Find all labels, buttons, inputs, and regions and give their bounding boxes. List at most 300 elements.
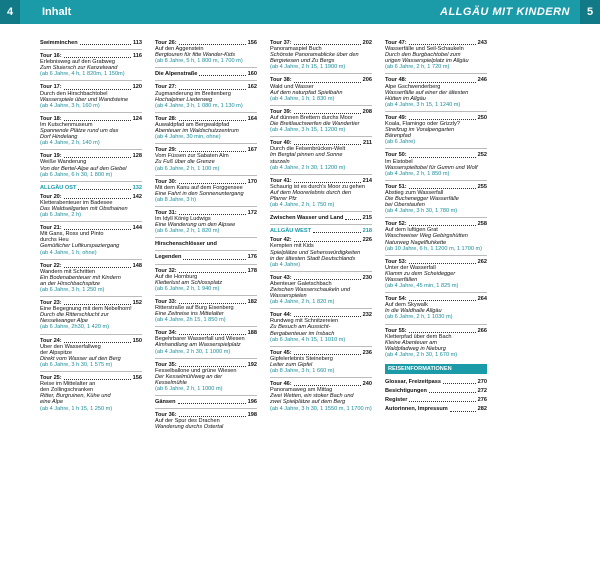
toc-entry-description: Hochalpiner Liederweg: [155, 96, 213, 103]
toc-entry-description: Schönste Panoramablicke über den: [270, 52, 359, 59]
divider: [155, 112, 257, 113]
toc-entry-meta: (ab 4 Jahre, 2 h 30, 1 1000 m): [155, 348, 231, 355]
toc-entry-description: Hütten im Allgäu: [385, 95, 426, 102]
toc-entry-description: sturzeln: [270, 158, 290, 165]
leader-dots: [64, 120, 131, 121]
toc-entry-description: Bergtouren für fitte Wander-Kids: [155, 52, 236, 59]
toc-entry-subtitle: Weiße Wanderung: [40, 159, 87, 166]
leader-dots: [409, 157, 476, 158]
divider: [40, 221, 142, 222]
toc-entry-title: Gänsen: [155, 399, 176, 406]
toc-entry-subtitle: Gipfelerlebnis Steineberg: [270, 355, 333, 362]
toc-entry: [270, 381, 372, 411]
toc-entry: [155, 40, 257, 64]
toc-entry-meta: (ab 4 Jahre, 2 h, 1 750 m): [270, 202, 335, 209]
leader-dots: [179, 183, 246, 184]
toc-page-number: 182: [247, 298, 257, 305]
toc-entry-title: Tour 28:: [155, 115, 177, 122]
toc-entry-description: Im Bergtal pinnen und Sonne: [270, 152, 343, 159]
reise-item: [385, 406, 487, 412]
toc-entry-meta: (ab 6 Jahre, 2 h, 1 1000 m): [155, 386, 223, 393]
toc-entry-subtitle: Panoramaweg am Mittag: [270, 387, 333, 394]
toc-entry: [385, 184, 487, 214]
toc-entry-subtitle: Auf dünnen Brettern durchs Moor: [270, 114, 353, 121]
toc-entry-meta: (ab 4 Jahre, 30 min, ohne): [155, 134, 221, 141]
toc-entry-title: Tour 40:: [270, 140, 292, 147]
toc-entry-title: Tour 55:: [385, 327, 407, 334]
toc-page-number: 282: [477, 406, 487, 413]
toc-entry-meta: (ab 4 Jahre, 3 h 30, 1 780 m): [385, 208, 458, 215]
leader-dots: [409, 82, 476, 83]
toc-page-number: 236: [362, 349, 372, 356]
divider: [270, 211, 372, 212]
toc-entry: [155, 210, 257, 234]
toc-entry-meta: (ab 4 Jahre, 2 h, 1 850 m): [385, 170, 450, 177]
leader-dots: [179, 44, 246, 45]
divider: [40, 296, 142, 297]
toc-entry-title: Tour 42:: [270, 237, 292, 244]
toc-entry-description: Zu Besuch am Aussicht-: [270, 324, 331, 331]
toc-entry-description: Dorf Hindelang: [40, 134, 78, 141]
toc-entry-description: Kletterlust am Schlossplatz: [155, 279, 223, 286]
leader-dots: [429, 392, 476, 393]
reise-item: [385, 379, 487, 385]
toc-title-line: [270, 215, 372, 221]
toc-entry: [40, 375, 142, 412]
toc-entry-subtitle: Wasserfälle und Seil-Schaukeln: [385, 46, 464, 53]
leader-dots: [64, 198, 131, 199]
toc-entry-meta: (ab 6 Jahre, 2 h, 1 820 m): [155, 228, 220, 235]
toc-page-number: 255: [477, 183, 487, 190]
toc-entry: [40, 194, 142, 218]
toc-column-1: [40, 40, 142, 571]
toc-entry: [155, 299, 257, 323]
toc-entry-title: Tour 35:: [155, 361, 177, 368]
toc-entry-meta: (ab 4 Jahre, 45 min, 1 825 m): [385, 283, 459, 290]
leader-dots: [64, 157, 131, 158]
toc-entry-description: Leiter zum Gipfel: [270, 361, 313, 368]
leader-dots: [409, 300, 476, 301]
toc-page-number: 172: [247, 209, 257, 216]
leader-dots: [179, 272, 246, 273]
toc-page-number: 243: [477, 40, 487, 46]
divider: [270, 224, 372, 225]
toc-entry-description: in der ältesten Stadt Deutschlands: [270, 255, 356, 262]
page-title: Inhalt: [42, 6, 72, 18]
toc-entry-title: Tour 22:: [40, 262, 62, 269]
toc-page-number: 132: [132, 184, 142, 191]
toc-entry-subtitle: Alpe Gschwenderberg: [385, 83, 441, 90]
divider: [385, 73, 487, 74]
toc-entry-description: Wasserspielen: [270, 293, 307, 300]
toc-entry-meta: (ab 4 Jahre, 2 h 15, 1 1900 m): [270, 64, 346, 71]
toc-entry-meta: (ab 8 Jahre, 3 h, 1 660 m): [270, 368, 335, 375]
toc-entry: [155, 399, 257, 405]
toc-entry-description: Almhandlung am Wasserspielplatz: [155, 342, 241, 349]
toc-entry: [385, 40, 487, 70]
toc-page-number: 218: [362, 228, 372, 235]
toc-entry-description: Bärenpfad: [385, 133, 411, 140]
divider: [40, 149, 142, 150]
toc-page-number: 144: [132, 225, 142, 232]
toc-entry-title: Tour 52:: [385, 221, 407, 228]
divider: [270, 105, 372, 106]
toc-entry-title: Tour 41:: [270, 177, 292, 184]
toc-entry-description: an der Hirschbachspitze: [40, 280, 101, 287]
toc-entry-title: Tour 50:: [385, 152, 407, 159]
toc-page-number: 230: [362, 274, 372, 281]
toc-entry: [40, 153, 142, 177]
toc-entry: [270, 237, 372, 267]
toc-title-line: [385, 388, 487, 394]
toc-entry-subtitle: Erlebnisweg auf den Grabweg: [40, 59, 115, 66]
toc-page-number: 276: [477, 397, 487, 404]
toc-page-number: 160: [247, 71, 257, 78]
toc-page-number: 142: [132, 193, 142, 200]
divider: [155, 143, 257, 144]
toc-title-line: [385, 397, 487, 403]
toc-entry: [40, 53, 142, 77]
leader-dots: [294, 44, 361, 45]
toc-entry-description: Klamm zu dem Scheidegger: [385, 270, 456, 277]
divider: [270, 136, 372, 137]
leader-dots: [294, 113, 361, 114]
leader-dots: [179, 214, 246, 215]
divider: [40, 259, 142, 260]
toc-entry-title: Tour 34:: [155, 330, 177, 337]
toc-entry: [270, 77, 372, 101]
toc-page-number: 156: [132, 375, 142, 382]
toc-entry-subtitle: Kletterabenteuer im Badesee: [40, 199, 113, 206]
toc-entry-meta: (ab 4 Jahre, 3 h, 160 m): [40, 102, 100, 109]
divider: [155, 408, 257, 409]
toc-entry-meta: (ab 10 Jahre, 6 h, 1 1200 m, 1 1700 m): [385, 245, 483, 252]
divider: [155, 80, 257, 81]
toc-entry-description: Bergwiesen und Zu Bergs: [270, 58, 335, 65]
toc-entry-meta: (ab 4 Jahre, 3 h 15, 1 1240 m): [385, 101, 461, 108]
toc-entry-subtitle: Im Eistobel: [385, 158, 413, 165]
toc-entry-title: Tour 19:: [40, 153, 62, 160]
toc-entry-description: Durch die Ritterschlucht zur: [40, 312, 109, 319]
toc-page-number: 120: [132, 84, 142, 91]
toc-entry-subtitle: Abenteuer Galetschbach: [270, 280, 332, 287]
toc-title-line: [385, 406, 487, 412]
toc-entry-title: Tour 39:: [270, 108, 292, 115]
toc-section: [270, 228, 372, 234]
leader-dots: [443, 383, 476, 384]
toc-columns: [40, 40, 580, 571]
toc-entry-title: Zwischen Wasser und Land: [270, 215, 344, 222]
toc-entry-meta: (ab 6 Jahre, 2h30, 1 420 m): [40, 324, 110, 331]
toc-entry-subtitle: Wandern mit Schritten: [40, 268, 96, 275]
toc-entry: [40, 263, 142, 293]
toc-entry-title: Swimminchen: [40, 40, 78, 46]
toc-entry-description: Auf dem naturpfad Spielbahn: [270, 89, 343, 96]
toc-entry-meta: (ab 4 Jahre, 3 h, 1 080 m, 1 130 m): [155, 102, 243, 109]
toc-entry-description: Eine Zeitreise ins Mittelalter: [155, 311, 224, 318]
toc-entry-title: Legenden: [155, 254, 182, 261]
toc-entry-subtitle: Zugmanderung im Breitenberg: [155, 90, 231, 97]
toc-entry-meta: (ab 6 Jahre): [385, 139, 416, 146]
toc-entry-title: Tour 26:: [155, 40, 177, 46]
toc-entry-description: Bergabenteuer im Irsbach: [270, 330, 335, 337]
toc-entry-title: Tour 33:: [155, 298, 177, 305]
toc-page-number: 258: [477, 221, 487, 228]
toc-entry: [40, 116, 142, 146]
toc-entry-meta: (ab 4 Jahre, 2 h 30, 1 1200 m): [270, 164, 346, 171]
toc-entry-description: Streifzug im Voralpengarten: [385, 127, 455, 134]
toc-page-number: 198: [247, 412, 257, 419]
toc-entry-title: Tour 21:: [40, 225, 62, 232]
toc-entry: [155, 268, 257, 292]
toc-entry-meta: (ab 6 Jahre, 4 h, 1 820m, 1 150m): [40, 71, 125, 78]
toc-entry: [155, 254, 257, 260]
toc-page-number: 202: [362, 40, 372, 46]
toc-column-3: [270, 40, 372, 571]
divider: [385, 324, 487, 325]
toc-entry-description: Kesselmühle: [155, 379, 188, 386]
toc-entry: [270, 178, 372, 208]
toc-entry-subtitle: Eine Begegnung mit dem Nebelhorn!: [40, 306, 132, 313]
left-page-number: 4: [0, 0, 20, 24]
toc-entry-title: Tour 46:: [270, 381, 292, 388]
toc-entry-description: Wanderung durchs Ostertal: [155, 424, 224, 431]
toc-entry-description: Zwischen Wasserschaukeln und: [270, 287, 351, 293]
toc-entry-subtitle: Schaurig ist es durch's Moor zu gehen: [270, 183, 365, 190]
toc-entry-description: Direkt vom Wasser auf den Berg: [40, 355, 121, 362]
divider: [40, 181, 142, 182]
leader-dots: [179, 120, 246, 121]
leader-dots: [183, 259, 245, 260]
toc-title-line: [155, 254, 257, 260]
leader-dots: [409, 225, 476, 226]
toc-entry-title: Die Alpenstraße: [155, 71, 198, 78]
toc-page-number: 266: [477, 327, 487, 334]
toc-entry-description: Zu Fuß über die Grenze: [155, 159, 215, 166]
toc-page-number: 264: [477, 296, 487, 303]
toc-page-number: 262: [477, 258, 487, 265]
toc-entry-subtitle: Auf den Aggenstein: [155, 46, 204, 53]
toc-entry: [155, 241, 257, 247]
toc-entry-title: Tour 24:: [40, 337, 62, 344]
toc-entry-meta: (ab 4 Jahre, 1 h, ohne): [40, 249, 97, 256]
toc-entry-title: Tour 49:: [385, 114, 407, 121]
toc-page-number: 206: [362, 77, 372, 84]
leader-dots: [409, 263, 476, 264]
toc-entry-description: Abenteuer im Waldschutzzentrum: [155, 128, 239, 135]
toc-entry: [40, 225, 142, 255]
toc-entry-description: Zum Stuiersch zur Kanzelwand: [40, 65, 118, 72]
toc-entry-title: Register: [385, 397, 408, 404]
toc-entry-description: urigen Wasserspielplatz im Allgäu: [385, 58, 469, 65]
leader-dots: [199, 75, 245, 76]
book-title: ALLGÄU MIT KINDERN: [440, 6, 570, 18]
divider: [155, 250, 257, 251]
leader-dots: [409, 401, 475, 402]
toc-page-number: 215: [362, 215, 372, 222]
toc-entry-description: Ein Bodenabenteuer mit Kindern: [40, 274, 121, 281]
leader-dots: [64, 379, 131, 380]
leader-dots: [64, 57, 131, 58]
toc-entry-title: Tour 36:: [155, 412, 177, 419]
divider: [385, 255, 487, 256]
divider: [270, 308, 372, 309]
toc-entry: [155, 179, 257, 203]
leader-dots: [80, 44, 131, 45]
divider: [40, 112, 142, 113]
divider: [155, 206, 257, 207]
toc-entry-title: Glossar, Freizeitpass: [385, 379, 441, 386]
toc-entry-description: Die Breitlauchwerfen die Wandertier: [270, 121, 360, 128]
toc-page-number: 192: [247, 361, 257, 368]
toc-entry-meta: (ab 6 Jahre, 3 h, 1 250 m): [40, 287, 105, 293]
toc-entry-meta: (ab 4 Jahre): [270, 261, 301, 268]
toc-entry: [270, 215, 372, 221]
leader-dots: [64, 267, 131, 268]
leader-dots: [450, 411, 476, 412]
toc-page-number: 240: [362, 381, 372, 388]
leader-dots: [179, 151, 246, 152]
toc-entry-meta: (ab 4 Jahre, 2h 15, 1 850 m): [155, 317, 226, 324]
leader-dots: [409, 188, 476, 189]
toc-entry-title: Tour 20:: [40, 193, 62, 200]
divider: [155, 326, 257, 327]
toc-entry-subtitle: Unter der Wasserfall: [385, 264, 436, 271]
toc-page-number: 176: [247, 254, 257, 261]
toc-entry-title: ALLGÄU OST: [40, 184, 77, 191]
toc-entry-subtitle: Auf dem Skywalk: [385, 302, 428, 309]
toc-page-number: 148: [132, 262, 142, 269]
toc-entry-subtitle: Fesselballone und grüne Wiesen: [155, 367, 237, 374]
toc-entry-description: Wasserfällen: [385, 277, 418, 283]
toc-entry-subtitle: Durch die Felsenbrücken-Welt: [270, 146, 346, 153]
toc-entry: [155, 147, 257, 171]
toc-entry-subtitle: den Zollingschranken: [40, 387, 94, 394]
leader-dots: [179, 366, 246, 367]
toc-title-line: [385, 379, 487, 385]
toc-column-2: [155, 40, 257, 571]
toc-page-number: 116: [132, 53, 142, 60]
toc-entry-meta: (ab 6 Jahre, 2 h, 1 100 m): [155, 165, 220, 172]
toc-entry-title: Tour 37:: [270, 40, 292, 46]
toc-page-number: 150: [132, 337, 142, 344]
toc-entry: [155, 362, 257, 392]
leader-dots: [178, 403, 246, 404]
toc-entry: [270, 140, 372, 170]
toc-entry-meta: (ab 4 Jahre, 1 h 15, 1 250 m): [40, 405, 113, 412]
toc-page-number: 178: [247, 267, 257, 274]
toc-entry: [40, 84, 142, 108]
toc-page-number: 272: [477, 388, 487, 395]
toc-entry: [385, 296, 487, 320]
leader-dots: [409, 119, 476, 120]
divider: [385, 111, 487, 112]
toc-entry-meta: (ab 4 Jahre, 2 h, 1 820 m): [270, 299, 335, 306]
divider: [40, 371, 142, 372]
divider: [385, 292, 487, 293]
toc-entry-subtitle: Wald und Wasser: [270, 83, 314, 90]
divider: [155, 264, 257, 265]
toc-page-number: 226: [362, 237, 372, 244]
toc-entry-title: Tour 48:: [385, 77, 407, 84]
divider: [155, 175, 257, 176]
toc-entry-subtitle: der Alpspitze: [40, 349, 73, 356]
toc-title-line: [155, 241, 257, 247]
leader-dots: [64, 229, 131, 230]
toc-entry-title: Autorinnen, Impressum: [385, 406, 448, 413]
toc-title-line: [155, 71, 257, 77]
leader-dots: [64, 89, 131, 90]
toc-entry-subtitle: Begehrbarer Wasserfall und Wiesen: [155, 336, 245, 343]
leader-dots: [294, 279, 361, 280]
page-header: [0, 0, 600, 24]
toc-entry-title: Besichtigungen: [385, 388, 427, 395]
leader-dots: [179, 416, 246, 417]
toc-entry-title: Hirschenschlösser und: [155, 241, 217, 248]
toc-title-line: [40, 40, 142, 46]
toc-entry: [40, 300, 142, 330]
reise-item: [385, 397, 487, 403]
toc-page-number: 246: [477, 77, 487, 84]
toc-entry: [385, 221, 487, 251]
toc-entry-description: Spannende Plätze rund um das: [40, 128, 119, 135]
reise-item: [385, 388, 487, 394]
toc-entry-description: Naturweg Nagelfluhkette: [385, 239, 447, 246]
toc-page-number: 188: [247, 330, 257, 337]
toc-entry-meta: (ab 6 Jahre, 2 h, 1 940 m): [155, 285, 220, 292]
toc-entry-meta: (ab 6 Jahre, 6 h 30, 1 800 m): [40, 171, 113, 178]
toc-page-number: 162: [247, 84, 257, 91]
toc-entry-subtitle: Ritterstraße auf Burg Eisenberg: [155, 305, 234, 311]
leader-dots: [294, 82, 361, 83]
toc-entry-description: Nesselwanger Alpe: [40, 318, 88, 325]
toc-entry-description: Von der Bertel-Alpe auf den Giebel: [40, 165, 127, 172]
toc-entry-subtitle: Auf dem luftigen Grat: [385, 227, 438, 234]
toc-page-number: 250: [477, 114, 487, 121]
toc-entry-title: Tour 23:: [40, 300, 62, 307]
leader-dots: [179, 303, 246, 304]
toc-entry-description: In die Waldhalle Allgäu: [385, 308, 442, 315]
toc-entry-subtitle: Abstieg zum Wasserfall: [385, 189, 444, 196]
toc-entry-meta: (ab 4 Jahre, 2 h, 140 m): [40, 140, 100, 147]
toc-entry-title: Tour 18:: [40, 115, 62, 122]
toc-entry-subtitle: Auf der Spur des Drachen: [155, 418, 220, 425]
toc-page-number: 156: [247, 40, 257, 46]
toc-entry-description: Das Waldseilgarten mit Obsthainen: [40, 205, 128, 212]
toc-entry: [270, 350, 372, 374]
toc-entry-title: Tour 31:: [155, 209, 177, 216]
toc-section: [40, 185, 142, 191]
divider: [270, 377, 372, 378]
toc-entry-description: Wasserspiele über und Wandsteine: [40, 96, 129, 103]
toc-page-number: 252: [477, 152, 487, 159]
leader-dots: [64, 342, 131, 343]
toc-entry-title: Tour 25:: [40, 375, 62, 382]
toc-entry: [270, 109, 372, 133]
toc-page-number: 113: [132, 40, 142, 46]
toc-entry-description: Spielplätze und Sehenswürdigkeiten: [270, 249, 361, 256]
toc-page-number: 170: [247, 178, 257, 185]
toc-entry-title: Tour 54:: [385, 296, 407, 303]
toc-entry-title: Tour 47:: [385, 40, 407, 46]
toc-entry: [155, 84, 257, 108]
divider: [270, 73, 372, 74]
toc-entry-subtitle: Auwaldpfad am Bergwaldpfad: [155, 121, 230, 128]
reiseinformationen-banner: REISEINFORMATIONEN: [385, 364, 487, 374]
toc-page-number: 214: [362, 177, 372, 184]
toc-entry-title: Tour 30:: [155, 178, 177, 185]
toc-page-number: 164: [247, 115, 257, 122]
